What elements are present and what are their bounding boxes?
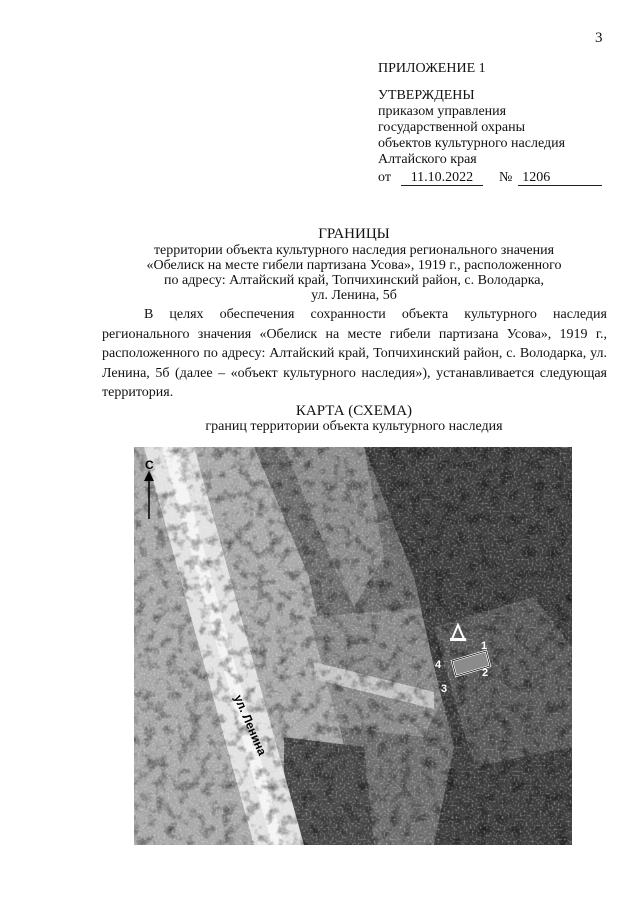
approval-line-2: государственной охраны [378,120,526,135]
title-line-1: территории объекта культурного наследия регионального значения [153,243,555,258]
map-heading: КАРТА (СХЕМА) [295,403,413,419]
appendix-label: ПРИЛОЖЕНИЕ 1 [378,61,486,76]
order-date-number-line [378,170,618,186]
title-line-3: по адресу: Алтайский край, Топчихинский район, с. Володарка, [163,273,545,288]
point-label-2: 2 [482,667,489,679]
map-title [100,404,608,434]
document-title [100,227,608,303]
approval-block [378,61,618,186]
street-label: ул. Ленина [231,692,270,758]
order-date: 11.10.2022 [401,170,483,186]
number-label: № [498,170,513,185]
body-paragraph: В целях обеспечения сохранности объекта культурного наследия регионального значения «Обелиск на месте гибели партизана Усова», 1919 г., расположенного по адресу: Алтайский край, Топчихинский район, с. Володарка, ул. Ленина, 5б (далее – «объект культурного наследия»), устанавливается следующая территория. [102,307,607,401]
title-heading: ГРАНИЦЫ [318,226,390,242]
map-image [134,447,572,845]
page-number: 3 [595,30,603,46]
approved-label: УТВЕРЖДЕНЫ [378,88,475,103]
point-label-1: 1 [481,640,488,652]
date-prefix: от [378,170,391,185]
order-number: 1206 [518,170,602,186]
title-line-2: «Обелиск на месте гибели партизана Усова», 1919 г., расположенного [146,258,562,273]
title-line-4: ул. Ленина, 5б [311,288,397,303]
map-subheading: границ территории объекта культурного наследия [205,419,503,434]
north-label: С [145,458,154,472]
approval-line-1: приказом управления [378,104,507,119]
approval-line-3: объектов культурного наследия [378,136,566,151]
approval-line-4: Алтайского края [378,152,477,167]
point-label-4: 4 [435,659,442,671]
point-label-3: 3 [441,683,448,695]
